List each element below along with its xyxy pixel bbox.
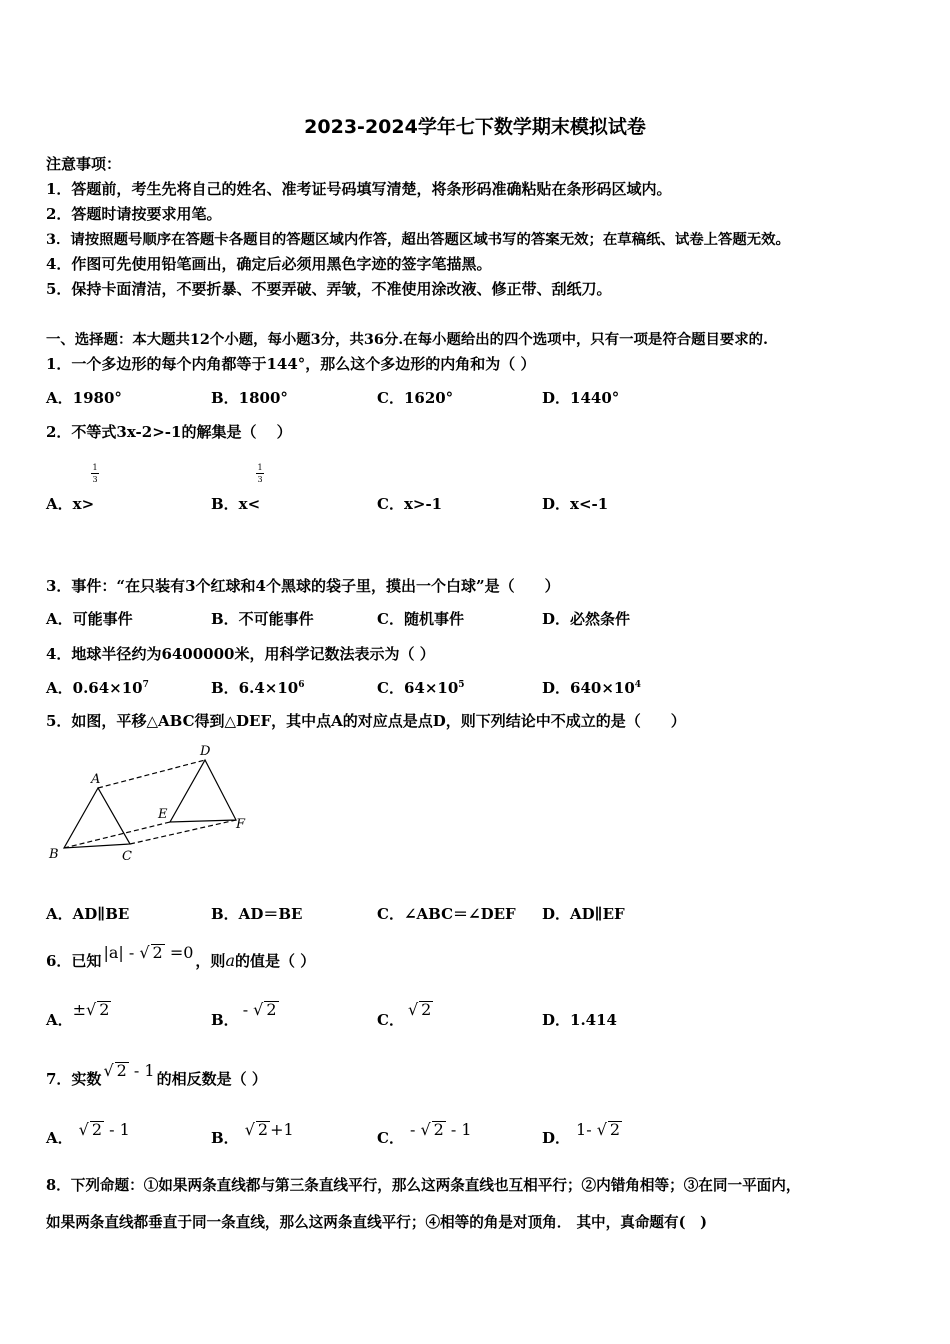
q7-a-label: A． — [46, 1129, 73, 1147]
q4-option-b[interactable] — [211, 677, 304, 698]
q2-option-b[interactable]: B．x< — [211, 495, 261, 513]
q4-option-c[interactable] — [377, 677, 465, 698]
q6-option-b[interactable] — [211, 1000, 279, 1030]
q6-eq-minus: - — [128, 943, 135, 962]
triangle-def — [170, 760, 236, 822]
q4-c-exp: 5 — [458, 680, 465, 690]
q6-option-a[interactable] — [46, 1000, 111, 1030]
question-5: 5．如图，平移△ABC得到△DEF，其中点A的对应点是点D，则下列结论中不成立的是（ ） — [46, 712, 686, 730]
q7-expression: √ 2 - 1 — [103, 1061, 155, 1080]
question-2: 2．不等式3x-2>-1的解集是（ ） — [46, 423, 292, 441]
label-a: A — [91, 772, 101, 787]
q7-c-pre: - — [409, 1120, 416, 1139]
q2-b-frac-num: 1 — [257, 463, 263, 472]
q6-var: a — [225, 951, 235, 970]
q4-option-d[interactable] — [542, 677, 641, 698]
section-heading: 一、选择题：本大题共12个小题，每小题3分，共36分.在每小题给出的四个选项中，只有一项是符合题目要求的. — [46, 331, 769, 348]
q7-suffix: 的相反数是（ ） — [156, 1070, 267, 1088]
question-6 — [46, 943, 316, 971]
q7-a-rad: 2 — [91, 1120, 103, 1139]
q6-option-d[interactable]: D．1.414 — [542, 1011, 617, 1029]
q7-c-rad: 2 — [433, 1120, 444, 1139]
q4-d-base: D．640×10 — [542, 679, 635, 697]
q6-option-c[interactable] — [377, 1000, 433, 1030]
q7-option-a[interactable] — [46, 1120, 130, 1148]
question-4: 4．地球半径约为6400000米，用科学记数法表示为（ ） — [46, 645, 435, 663]
q6-equation: |a| - √ 2 =0 — [103, 943, 194, 962]
q7-c-post: - 1 — [450, 1120, 472, 1139]
q2-option-d[interactable]: D．x<-1 — [542, 495, 609, 513]
q4-d-exp: 4 — [634, 680, 642, 690]
q7-d-expr: 1- √ 2 — [576, 1120, 621, 1139]
q6-prefix: 6．已知 — [46, 952, 102, 970]
label-c: C — [122, 849, 132, 864]
notice-item-4: 4．作图可先使用铅笔画出，确定后必须用黑色字迹的签字笔描黑。 — [46, 255, 492, 273]
segment-be — [64, 822, 170, 848]
q3-option-a[interactable]: A．可能事件 — [46, 610, 133, 628]
notice-heading: 注意事项： — [46, 155, 122, 173]
q4-b-exp: 6 — [298, 680, 305, 690]
q6-c-rad: 2 — [421, 1000, 432, 1019]
q6-a-expr: ±√ 2 — [72, 1000, 110, 1019]
q5-option-b[interactable]: B．AD＝BE — [211, 905, 303, 923]
q6-c-expr: √ 2 — [407, 1000, 432, 1019]
q1-option-c[interactable]: C．1620° — [377, 389, 454, 407]
q2-option-c[interactable]: C．x>-1 — [377, 495, 443, 513]
q6-b-label: B． — [211, 1011, 239, 1029]
q6-b-pre: - — [242, 1000, 249, 1019]
q4-c-base: C．64×10 — [377, 679, 459, 697]
q6-mid: ，则 — [195, 952, 226, 970]
q7-rad: 2 — [116, 1061, 127, 1080]
q7-b-post: +1 — [270, 1120, 294, 1139]
q6-eq-rhs: =0 — [169, 943, 194, 962]
segment-ad — [98, 760, 205, 788]
label-e: E — [158, 807, 168, 822]
triangle-abc — [64, 788, 130, 848]
q6-a-pre: ± — [72, 1000, 87, 1019]
q2-a-fraction — [91, 463, 99, 484]
notice-item-3: 3．请按照题号顺序在答题卡各题目的答题区域内作答，超出答题区域书写的答案无效；在草稿纸、试卷上答题无效。 — [46, 231, 790, 248]
q5-option-d[interactable]: D．AD∥EF — [542, 905, 625, 923]
notice-item-2: 2．答题时请按要求用笔。 — [46, 205, 222, 223]
q6-b-expr: - √ 2 — [242, 1000, 277, 1019]
q7-option-b[interactable] — [211, 1120, 294, 1148]
q2-a-frac-num: 1 — [92, 463, 98, 472]
q1-option-b[interactable]: B．1800° — [211, 389, 288, 407]
q7-c-expr: - √ 2 - 1 — [409, 1120, 472, 1139]
q7-option-c[interactable] — [377, 1120, 472, 1148]
q7-d-pre: 1- — [576, 1120, 592, 1139]
question-7 — [46, 1061, 267, 1089]
q7-a-expr: √ 2 - 1 — [78, 1120, 130, 1139]
label-b: B — [49, 847, 59, 862]
q7-post: - 1 — [133, 1061, 155, 1080]
question-1: 1．一个多边形的每个内角都等于144°，那么这个多边形的内角和为（ ） — [46, 355, 536, 373]
q7-b-rad: 2 — [257, 1120, 269, 1139]
q6-suffix: 的值是（ ） — [234, 952, 316, 970]
segment-cf — [130, 820, 236, 844]
q2-a-frac-den: 3 — [92, 475, 98, 484]
q2-b-fraction — [256, 463, 264, 484]
q7-option-d[interactable] — [542, 1120, 622, 1148]
question-8-line-2: 如果两条直线都垂直于同一条直线，那么这两条直线平行；④相等的角是对顶角． 其中，真命题有( ) — [46, 1214, 708, 1231]
q7-c-label: C． — [377, 1129, 404, 1147]
question-3: 3．事件：“在只装有3个红球和4个黑球的袋子里，摸出一个白球”是（ ） — [46, 577, 560, 595]
page-title: 2023-2024学年七下数学期末模拟试卷 — [304, 116, 646, 138]
question-8-line-1: 8．下列命题：①如果两条直线都与第三条直线平行，那么这两条直线也互相平行；②内错角相等；③在同一平面内， — [46, 1177, 801, 1194]
q6-eq-abs: |a| — [103, 943, 124, 962]
label-f: F — [236, 817, 246, 832]
label-d: D — [200, 744, 211, 759]
q7-a-post: - 1 — [109, 1120, 130, 1139]
q5-option-a[interactable]: A．AD∥BE — [46, 905, 130, 923]
q7-d-label: D． — [542, 1129, 571, 1147]
q3-option-c[interactable]: C．随机事件 — [377, 610, 464, 628]
q3-option-d[interactable]: D．必然条件 — [542, 610, 631, 628]
q4-a-exp: 7 — [142, 680, 149, 690]
q4-b-base: B．6.4×10 — [211, 679, 299, 697]
q6-a-label: A． — [46, 1011, 73, 1029]
q1-option-d[interactable]: D．1440° — [542, 389, 620, 407]
q6-a-rad: 2 — [99, 1000, 110, 1019]
q1-option-a[interactable]: A．1980° — [46, 389, 122, 407]
q6-c-label: C． — [377, 1011, 404, 1029]
q3-option-b[interactable]: B．不可能事件 — [211, 610, 314, 628]
notice-item-1: 1．答题前，考生先将自己的姓名、准考证号码填写清楚，将条形码准确粘贴在条形码区域内。 — [46, 180, 672, 198]
q2-option-a[interactable]: A．x> — [46, 495, 95, 513]
q6-eq-rad: 2 — [152, 943, 163, 962]
translation-figure — [40, 738, 260, 868]
q5-option-c[interactable]: C．∠ABC＝∠DEF — [377, 905, 516, 923]
q7-d-rad: 2 — [609, 1120, 621, 1139]
q7-b-label: B． — [211, 1129, 239, 1147]
q6-b-rad: 2 — [266, 1000, 277, 1019]
q7-prefix: 7．实数 — [46, 1070, 102, 1088]
q4-option-a[interactable] — [46, 677, 149, 698]
notice-item-5: 5．保持卡面清洁，不要折暴、不要弄破、弄皱，不准使用涂改液、修正带、刮纸刀。 — [46, 280, 612, 298]
q7-b-expr: √ 2 +1 — [244, 1120, 294, 1139]
q4-a-base: A．0.64×10 — [46, 679, 143, 697]
q2-b-frac-den: 3 — [257, 475, 263, 484]
